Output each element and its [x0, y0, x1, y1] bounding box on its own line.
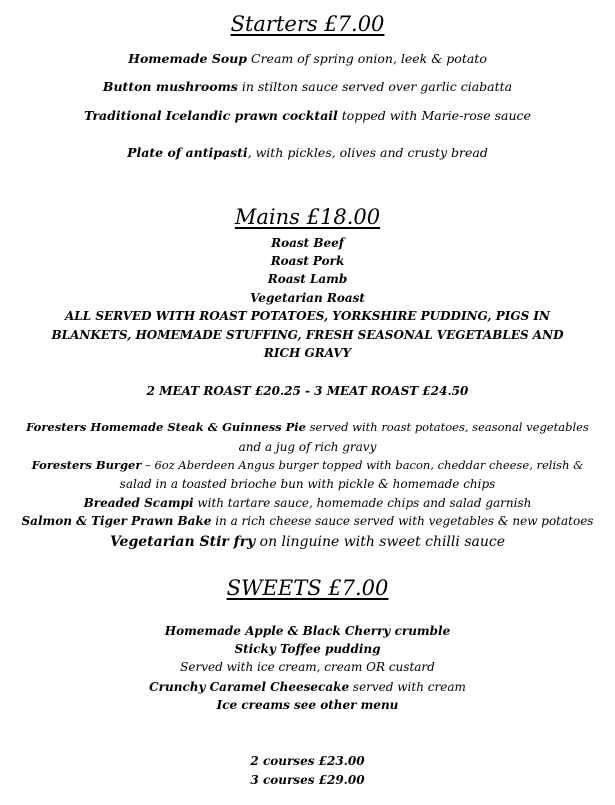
sweet-item: Homemade Apple & Black Cherry crumble — [164, 624, 451, 638]
main-item-desc: – 6oz Aberdeen Angus burger topped with bacon, cheddar cheese, relish & — [141, 458, 584, 472]
main-item-name: Foresters Homemade Steak & Guinness Pie — [26, 420, 306, 434]
sweet-item-desc: served with cream — [349, 680, 466, 694]
starters-heading: Starters £7.00 — [230, 12, 385, 36]
main-item-desc: in a rich cheese sauce served with vegetables & new potatoes — [211, 514, 594, 528]
sweet-item: Ice creams see other menu — [216, 698, 399, 712]
main-item — [20, 535, 595, 549]
main-item — [20, 460, 595, 472]
sweet-item — [20, 681, 595, 693]
roast-item: Roast Beef — [271, 236, 344, 250]
main-item — [20, 422, 595, 434]
main-item-name: Vegetarian Stir fry — [109, 534, 256, 550]
main-item-continued: salad in a toasted brioche bun with pickle & homemade chips — [119, 477, 496, 491]
main-item — [20, 515, 595, 527]
starter-item — [20, 53, 595, 66]
starter-item — [20, 110, 595, 123]
served-with-line: ALL SERVED WITH ROAST POTATOES, YORKSHIRE PUDDING, PIGS IN — [64, 309, 551, 323]
starter-item-desc: , with pickles, olives and crusty bread — [247, 145, 488, 160]
roast-item: Vegetarian Roast — [250, 291, 365, 305]
main-item-continued: and a jug of rich gravy — [238, 440, 377, 454]
starter-item-name: Plate of antipasti — [127, 145, 248, 160]
course-price: 2 courses £23.00 — [250, 754, 365, 768]
course-price: 3 courses £29.00 — [250, 773, 365, 787]
sweets-heading: SWEETS £7.00 — [226, 576, 389, 600]
sweet-item: Sticky Toffee pudding — [234, 642, 381, 656]
starter-item — [20, 147, 595, 160]
main-item-name: Breaded Scampi — [83, 496, 194, 510]
roast-item: Roast Lamb — [267, 272, 348, 286]
starter-item-desc: topped with Marie-rose sauce — [337, 108, 531, 123]
starter-item-name: Button mushrooms — [102, 79, 238, 94]
meat-roast-prices: 2 MEAT ROAST £20.25 - 3 MEAT ROAST £24.50 — [146, 384, 469, 398]
main-item-desc: with tartare sauce, homemade chips and salad garnish — [193, 496, 532, 510]
main-item-name: Foresters Burger — [31, 458, 142, 472]
sweet-served-note: Served with ice cream, cream OR custard — [180, 660, 435, 674]
main-item-desc: served with roast potatoes, seasonal vegetables — [305, 420, 589, 434]
mains-heading: Mains £18.00 — [234, 205, 381, 229]
main-item-name: Salmon & Tiger Prawn Bake — [21, 514, 212, 528]
main-item-desc: on linguine with sweet chilli sauce — [255, 534, 505, 550]
served-with-line: RICH GRAVY — [263, 346, 352, 360]
starter-item-name: Homemade Soup — [128, 51, 248, 66]
roast-item: Roast Pork — [270, 254, 345, 268]
starter-item — [20, 81, 595, 94]
sweet-item-name: Crunchy Caramel Cheesecake — [149, 680, 350, 694]
main-item — [20, 497, 595, 509]
starter-item-desc: Cream of spring onion, leek & potato — [247, 51, 487, 66]
starter-item-desc: in stilton sauce served over garlic ciabatta — [237, 79, 513, 94]
served-with-line: BLANKETS, HOMEMADE STUFFING, FRESH SEASONAL VEGETABLES AND — [51, 328, 564, 342]
starter-item-name: Traditional Icelandic prawn cocktail — [84, 108, 338, 123]
